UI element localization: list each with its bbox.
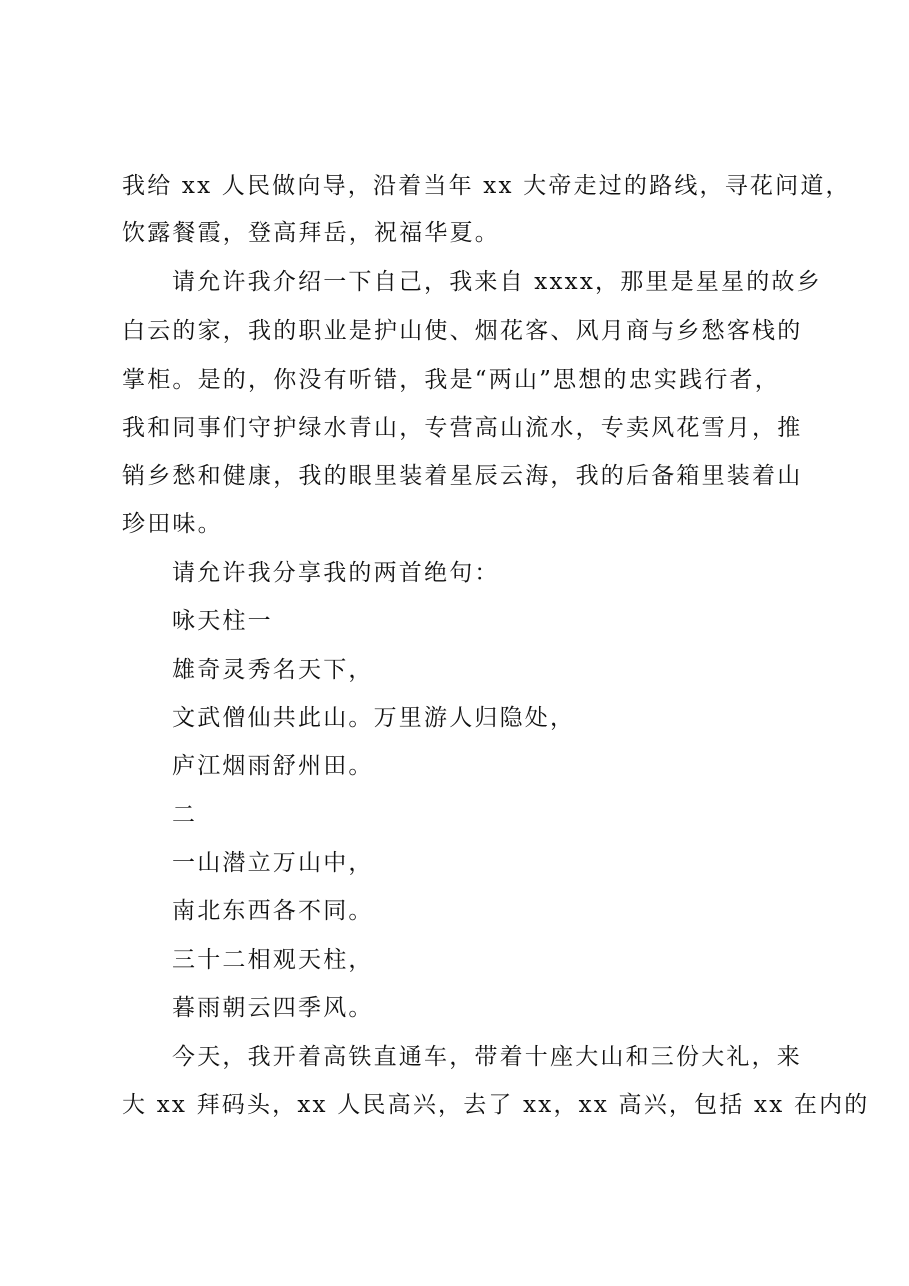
text-line: 我和同事们守护绿水青山，专营高山流水，专卖风花雪月，推 bbox=[122, 415, 803, 441]
poem-line: 三十二相观天柱， bbox=[172, 947, 374, 973]
poem-line: 文武僧仙共此山。万里游人归隐处， bbox=[172, 705, 576, 731]
text-line: 大 xx 拜码头，xx 人民高兴，去了 xx，xx 高兴，包括 xx 在内的 bbox=[122, 1092, 870, 1118]
poem-title: 咏天柱一 bbox=[172, 608, 273, 634]
poem-line: 一山潜立万山中， bbox=[172, 850, 374, 876]
text-line: 饮露餐霞，登高拜岳，祝福华夏。 bbox=[122, 220, 500, 246]
poem-line: 暮雨朝云四季风。 bbox=[172, 995, 374, 1021]
text-line: 我给 xx 人民做向导，沿着当年 xx 大帝走过的路线，寻花问道， bbox=[122, 173, 851, 199]
poem-line: 庐江烟雨舒州田。 bbox=[172, 753, 374, 779]
paragraph-start: 今天，我开着高铁直通车，带着十座大山和三份大礼，来 bbox=[172, 1044, 802, 1070]
text-line: 掌柜。是的，你没有听错，我是“两山”思想的忠实践行者， bbox=[122, 367, 780, 393]
text-line: 销乡愁和健康，我的眼里装着星辰云海，我的后备箱里装着山 bbox=[122, 463, 803, 489]
paragraph-start: 请允许我介绍一下自己，我来自 xxxx，那里是星星的故乡 bbox=[172, 269, 822, 295]
poem-line: 雄奇灵秀名天下， bbox=[172, 657, 374, 683]
poem-title: 二 bbox=[172, 802, 198, 828]
text-line: 白云的家，我的职业是护山使、烟花客、风月商与乡愁客栈的 bbox=[122, 318, 803, 344]
paragraph-start: 请允许我分享我的两首绝句： bbox=[172, 560, 500, 586]
poem-line: 南北东西各不同。 bbox=[172, 898, 374, 924]
text-line: 珍田味。 bbox=[122, 511, 223, 537]
